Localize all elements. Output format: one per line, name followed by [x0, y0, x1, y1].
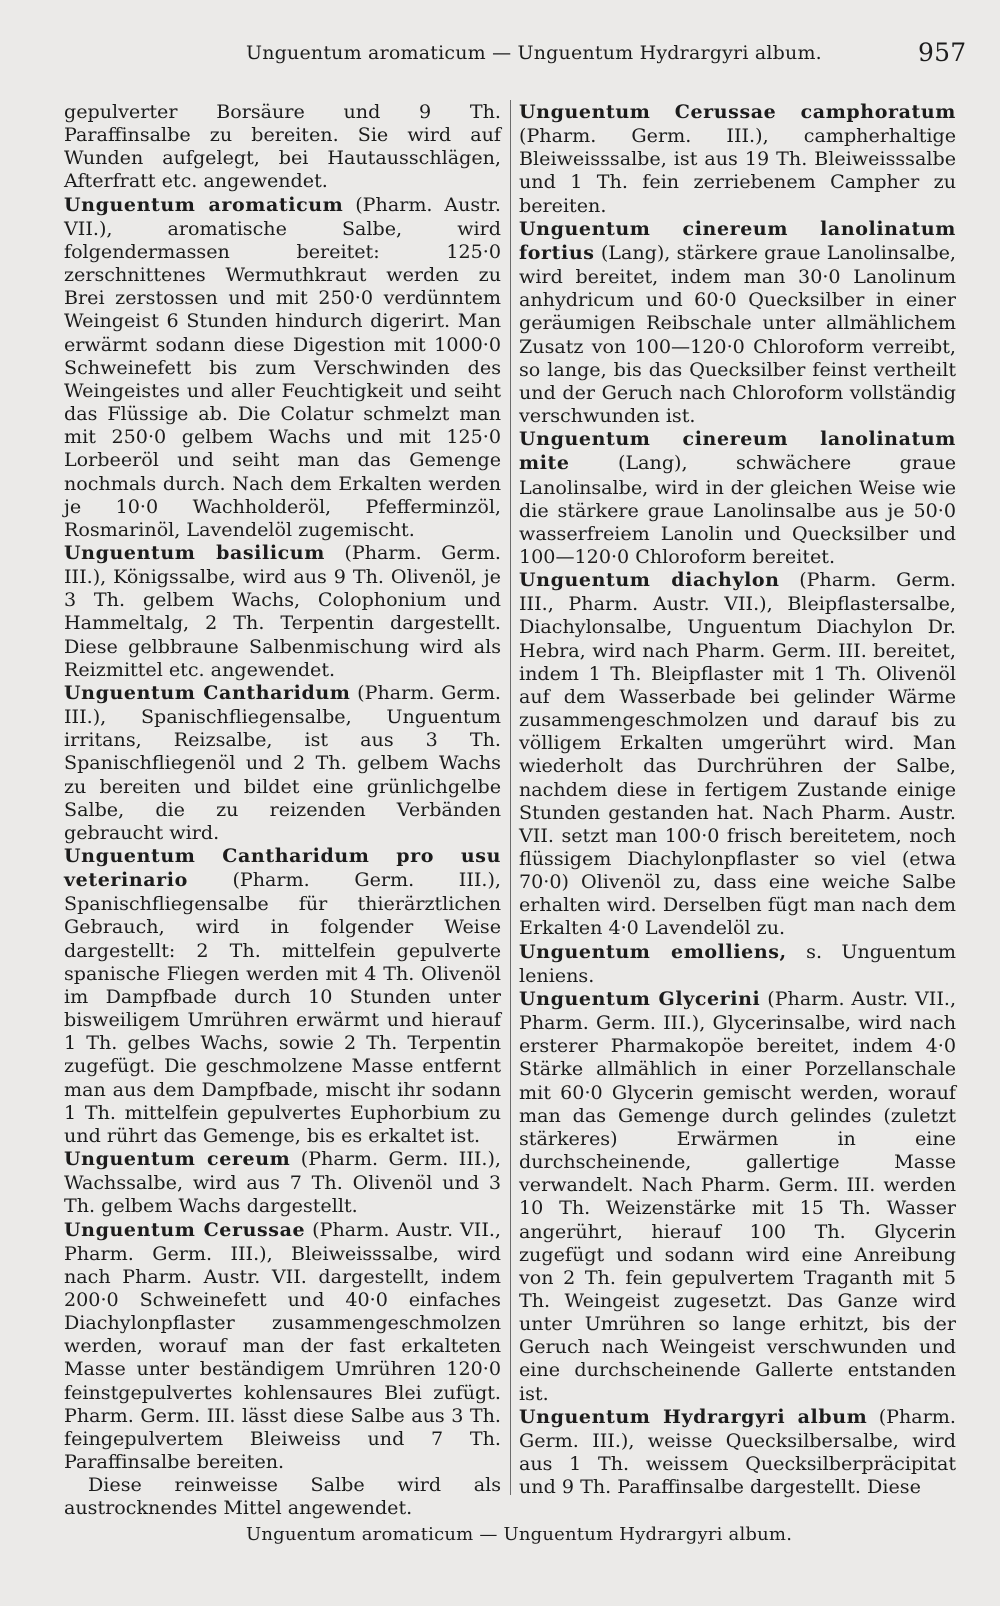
- entry-text: (Lang), schwächere graue Lanolinsalbe, wird in der gleichen Weise wie die stärkere graue Lanolinsalbe aus je 50·0 wasserfreiem Lanolin und Quecksilber und 100—120·0 Chloroform bereitet.: [519, 451, 956, 568]
- dictionary-entry: [519, 100, 956, 217]
- entry-text: (Pharm. Austr. VII., Pharm. Germ. III.), Glycerinsalbe, wird nach ersterer Pharmakopöe bereitet, indem 4·0 Stärke allmählich in einer Porzellanschale mit 60·0 Glycerin gemischt werden, worauf man das Gemenge durch gelindes (zuletzt stärkeres) Erwärmen in eine durchscheinende, gallertige Masse verwandelt. Nach Pharm. Germ. III. werden 10 Th. Weizenstärke mit 15 Th. Wasser angerührt, hierauf 100 Th. Glycerin zugefügt und sodann wird eine Anreibung von 2 Th. fein gepulvertem Traganth mit 5 Th. Weingeist zugesetzt. Das Ganze wird unter Umrühren so lange erhitzt, bis der Geruch nach Weingeist verschwunden und eine durchscheinende Gallerte entstanden ist.: [519, 986, 957, 1405]
- dictionary-entry: [519, 568, 956, 940]
- dictionary-entry: [519, 940, 956, 987]
- left-column: [64, 100, 501, 1520]
- dictionary-entry: [64, 681, 501, 844]
- entry-text: (Pharm. Germ. III.), Königssalbe, wird aus 9 Th. Olivenöl, je 3 Th. gelbem Wachs, Colophonium und Hammeltalg, 2 Th. Terpentin dargestellt. Diese gelbbraune Salbenmischung wird als Reizmittel etc. angewendet.: [64, 540, 502, 681]
- entry-headword: Unguentum Cantharidum: [64, 681, 351, 704]
- right-column: [519, 100, 956, 1498]
- entry-headword: Unguentum diachylon: [519, 569, 780, 592]
- entry-headword: Unguentum cinereum lanolinatum fortius: [519, 217, 956, 264]
- entry-headword: Unguentum aromaticum: [64, 193, 344, 216]
- entry-text: (Pharm. Germ. III.), weisse Quecksilbersalbe, wird aus 1 Th. weissem Quecksilberpräcipitat und 9 Th. Paraffinsalbe dargestellt. Diese: [519, 1404, 956, 1499]
- entry-text: s. Unguentum leniens.: [519, 939, 956, 987]
- entry-text: (Pharm. Germ. III.), campherhaltige Bleiweisssalbe, ist aus 19 Th. Bleiweisssalbe und 1 Th. fein zerriebenem Campher zu bereiten.: [519, 124, 956, 217]
- running-title: Unguentum aromaticum — Unguentum Hydrargyri album.: [246, 42, 822, 64]
- dictionary-entry: [64, 844, 501, 1147]
- page-number: 957: [918, 38, 967, 67]
- entry-text: (Lang), stärkere graue Lanolinsalbe, wird bereitet, indem man 30·0 Lanolinum anhydricum und 60·0 Quecksilber in einer geräumigen Reibschale unter allmählichem Zusatz von 100—120·0 Chloroform verreibt, so lange, bis das Quecksilber feinst vertheilt und der Geruch nach Chloroform vollständig verschwunden ist.: [519, 240, 956, 428]
- dictionary-entry: [64, 541, 501, 681]
- dictionary-entry: [519, 1405, 956, 1499]
- entry-text: (Pharm. Germ. III.), Wachssalbe, wird aus 7 Th. Olivenöl und 3 Th. gelbem Wachs dargestellt.: [64, 1147, 502, 1218]
- entry-headword: Unguentum cereum: [64, 1148, 291, 1171]
- dictionary-entry: [64, 100, 501, 193]
- entry-headword: Unguentum Cantharidum pro usu veterinario: [64, 845, 501, 892]
- dictionary-entry: [519, 217, 956, 427]
- footer-catchline: Unguentum aromaticum — Unguentum Hydrargyri album.: [246, 1524, 793, 1545]
- dictionary-entry: [64, 193, 501, 541]
- entry-headword: Unguentum Hydrargyri album: [519, 1405, 868, 1428]
- dictionary-entry: [519, 427, 956, 568]
- column-divider: [510, 100, 511, 1495]
- entry-text: (Pharm. Germ. III.), Spanischfliegensalbe, Unguentum irritans, Reizsalbe, ist aus 3 Th. Spanischfliegenöl und 2 Th. gelbem Wachs zu bereiten und bildet eine grünlichgelbe Salbe, die zu reizenden Verbänden gebraucht wird.: [64, 680, 502, 844]
- dictionary-entry: [64, 1218, 501, 1474]
- entry-headword: Unguentum Glycerini: [519, 987, 761, 1010]
- entry-headword: Unguentum emolliens,: [519, 940, 787, 963]
- entry-text: (Pharm. Austr. VII.), aromatische Salbe, wird folgendermassen bereitet: 125·0 zerschnittenes Wermuthkraut werden zu Brei zerstossen und mit 250·0 verdünntem Weingeist 6 Stunden hindurch digerirt. Man erwärmt sodann diese Digestion mit 1000·0 Schweinefett bis zum Verschwinden des Weingeistes und aller Feuchtigkeit und seiht das Flüssige ab. Die Colatur schmelzt man mit 250·0 gelbem Wachs und mit 125·0 Lorbeeröl und seiht man das Gemenge nochmals durch. Nach dem Erkalten werden je 10·0 Wachholderöl, Pfefferminzöl, Rosmarinöl, Lavendelöl zugemischt.: [64, 192, 502, 541]
- entry-headword: Unguentum cinereum lanolinatum mite: [519, 428, 956, 475]
- entry-headword: Unguentum basilicum: [64, 541, 325, 564]
- dictionary-entry: [64, 1147, 501, 1217]
- dictionary-entry: [519, 987, 956, 1405]
- entry-text: gepulverter Borsäure und 9 Th. Paraffinsalbe zu bereiten. Sie wird auf Wunden aufgelegt, bei Hautausschlägen, Afterfratt etc. angewendet.: [64, 100, 501, 193]
- entry-headword: Unguentum Cerussae camphoratum: [519, 101, 956, 123]
- entry-headword: Unguentum Cerussae: [64, 1218, 306, 1241]
- entry-text: (Pharm. Germ. III., Pharm. Austr. VII.), Bleipflastersalbe, Diachylonsalbe, Unguentum Diachylon Dr. Hebra, wird nach Pharm. Germ. III. bereitet, indem 1 Th. Bleipflaster mit 1 Th. Olivenöl auf dem Wasserbade bei gelinder Wärme zusammengeschmolzen und darauf bis zu völligem Erkalten umgerührt wird. Man wiederholt das Durchrühren der Salbe, nachdem diese in fertigem Zustande einige Stunden gestanden hat. Nach Pharm. Austr. VII. setzt man 100·0 frisch bereitetem, noch flüssigem Diachylonpflaster so viel (etwa 70·0) Olivenöl zu, dass eine weiche Salbe erhalten wird. Derselben fügt man nach dem Erkalten 4·0 Lavendelöl zu.: [519, 568, 956, 940]
- dictionary-entry: [64, 1473, 501, 1519]
- text-columns: [64, 100, 957, 1520]
- entry-text: (Pharm. Germ. III.), Spanischfliegensalbe für thierärztlichen Gebrauch, wird in folgender Weise dargestellt: 2 Th. mittelfein gepulverte spanische Fliegen werden mit 4 Th. Olivenöl im Dampfbade durch 10 Stunden unter bisweiligem Umrühren erwärmt und hierauf 1 Th. gelbes Wachs, sowie 2 Th. Terpentin zugefügt. Die geschmolzene Masse entfernt man aus dem Dampfbade, mischt ihr sodann 1 Th. mittelfein gepulvertes Euphorbium zu und rührt das Gemenge, bis es erkaltet ist.: [64, 868, 501, 1147]
- entry-text: Diese reinweisse Salbe wird als austrocknendes Mittel angewendet.: [64, 1473, 501, 1520]
- entry-text: (Pharm. Austr. VII., Pharm. Germ. III.), Bleiweisssalbe, wird nach Pharm. Austr. VII. dargestellt, indem 200·0 Schweinefett und 40·0 einfaches Diachylonpflaster zusammengeschmolzen werden, worauf man der fast erkalteten Masse unter beständigem Umrühren 120·0 feinstgepulvertes kohlensaures Blei zufügt. Pharm. Germ. III. lässt diese Salbe aus 3 Th. feingepulvertem Bleiweiss und 7 Th. Paraffinsalbe bereiten.: [64, 1217, 501, 1474]
